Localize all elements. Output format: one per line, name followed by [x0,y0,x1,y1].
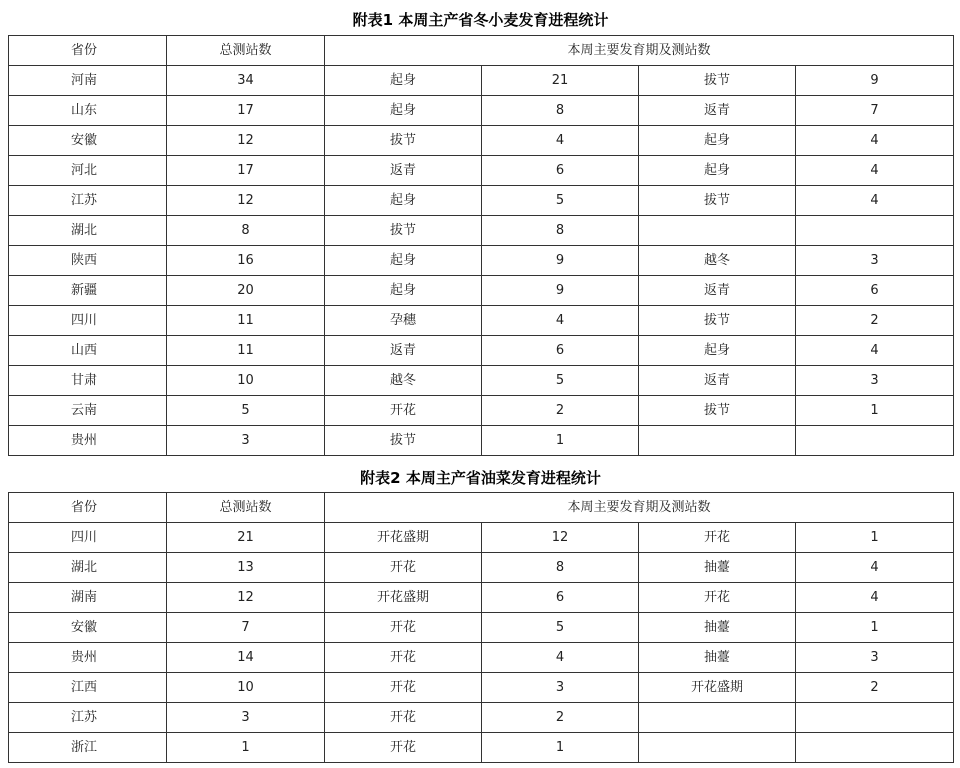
total-cell: 11 [167,306,325,336]
stage2-cell: 返青 [639,276,796,306]
province-cell: 安徽 [9,126,167,156]
count1-cell: 8 [482,96,639,126]
total-cell: 3 [167,703,325,733]
province-cell: 河南 [9,66,167,96]
stage1-cell: 起身 [325,66,482,96]
count2-cell [796,703,954,733]
count2-cell: 3 [796,366,954,396]
count1-cell: 2 [482,703,639,733]
total-cell: 12 [167,583,325,613]
province-cell: 江苏 [9,186,167,216]
province-cell: 湖南 [9,583,167,613]
count1-cell: 6 [482,583,639,613]
count1-cell: 8 [482,216,639,246]
count1-cell: 4 [482,126,639,156]
total-cell: 34 [167,66,325,96]
stage1-cell: 拔节 [325,126,482,156]
table-row [9,96,954,126]
table1-title: 附表1 本周主产省冬小麦发育进程统计 [352,11,609,29]
count2-cell: 1 [796,523,954,553]
count2-cell [796,216,954,246]
table-row [9,643,954,673]
count2-cell: 4 [796,156,954,186]
stage1-cell: 开花 [325,673,482,703]
total-cell: 10 [167,366,325,396]
province-cell: 河北 [9,156,167,186]
count2-cell: 4 [796,583,954,613]
count2-cell: 3 [796,246,954,276]
province-cell: 新疆 [9,276,167,306]
province-cell: 安徽 [9,613,167,643]
table2-title: 附表2 本周主产省油菜发育进程统计 [360,469,601,487]
table-row [9,216,954,246]
count1-cell: 3 [482,673,639,703]
count2-cell [796,733,954,763]
total-cell: 8 [167,216,325,246]
total-cell: 7 [167,613,325,643]
province-cell: 山东 [9,96,167,126]
table-row [9,276,954,306]
stage1-cell: 返青 [325,156,482,186]
count1-cell: 4 [482,643,639,673]
stage1-cell: 拔节 [325,216,482,246]
count1-cell: 6 [482,336,639,366]
stage2-cell: 越冬 [639,246,796,276]
stage1-cell: 开花 [325,733,482,763]
stage2-cell: 起身 [639,336,796,366]
province-cell: 云南 [9,396,167,426]
province-cell: 江西 [9,673,167,703]
count1-cell: 5 [482,186,639,216]
total-cell: 1 [167,733,325,763]
stage2-cell: 拔节 [639,396,796,426]
stage1-cell: 起身 [325,246,482,276]
stage1-cell: 返青 [325,336,482,366]
header-row [9,36,954,66]
count1-cell: 5 [482,613,639,643]
province-cell: 贵州 [9,643,167,673]
stage1-cell: 起身 [325,186,482,216]
count1-cell: 9 [482,276,639,306]
header-total: 总测站数 [167,36,325,66]
table-row [9,156,954,186]
count2-cell: 4 [796,126,954,156]
stage2-cell: 开花 [639,583,796,613]
stage2-cell [639,703,796,733]
stage1-cell: 开花盛期 [325,523,482,553]
table-row [9,336,954,366]
count1-cell: 21 [482,66,639,96]
total-cell: 14 [167,643,325,673]
total-cell: 16 [167,246,325,276]
stage1-cell: 越冬 [325,366,482,396]
total-cell: 20 [167,276,325,306]
header-total: 总测站数 [167,493,325,523]
province-cell: 山西 [9,336,167,366]
table-row [9,306,954,336]
stage1-cell: 开花盛期 [325,583,482,613]
total-cell: 5 [167,396,325,426]
table-row [9,396,954,426]
stage2-cell: 起身 [639,156,796,186]
table-row [9,613,954,643]
table-row [9,583,954,613]
stage2-cell [639,216,796,246]
table-row [9,186,954,216]
stage1-cell: 起身 [325,96,482,126]
count2-cell: 7 [796,96,954,126]
header-row [9,493,954,523]
total-cell: 11 [167,336,325,366]
count2-cell: 2 [796,306,954,336]
wheat-progress-table [8,35,954,456]
table-row [9,523,954,553]
table-row [9,733,954,763]
stage1-cell: 开花 [325,703,482,733]
total-cell: 12 [167,126,325,156]
count1-cell: 5 [482,366,639,396]
stage1-cell: 拔节 [325,426,482,456]
stage1-cell: 孕穗 [325,306,482,336]
total-cell: 3 [167,426,325,456]
stage2-cell: 返青 [639,96,796,126]
table-row [9,126,954,156]
total-cell: 13 [167,553,325,583]
stage2-cell: 开花盛期 [639,673,796,703]
count2-cell: 2 [796,673,954,703]
total-cell: 17 [167,156,325,186]
province-cell: 湖北 [9,216,167,246]
header-province: 省份 [9,36,167,66]
stage2-cell: 抽薹 [639,643,796,673]
count2-cell: 6 [796,276,954,306]
table-row [9,246,954,276]
table-row [9,703,954,733]
table-row [9,66,954,96]
rapeseed-progress-table [8,492,954,763]
table-row [9,426,954,456]
stage2-cell: 起身 [639,126,796,156]
header-province: 省份 [9,493,167,523]
total-cell: 10 [167,673,325,703]
province-cell: 甘肃 [9,366,167,396]
count2-cell: 1 [796,396,954,426]
stage2-cell: 抽薹 [639,613,796,643]
province-cell: 湖北 [9,553,167,583]
count2-cell: 3 [796,643,954,673]
stage2-cell [639,733,796,763]
stage1-cell: 开花 [325,396,482,426]
total-cell: 12 [167,186,325,216]
count2-cell: 9 [796,66,954,96]
table-row [9,553,954,583]
count1-cell: 12 [482,523,639,553]
count1-cell: 6 [482,156,639,186]
count1-cell: 1 [482,426,639,456]
province-cell: 陕西 [9,246,167,276]
count2-cell [796,426,954,456]
stage2-cell: 拔节 [639,66,796,96]
stage2-cell: 拔节 [639,306,796,336]
header-stages: 本周主要发育期及测站数 [325,36,954,66]
table-row [9,366,954,396]
stage1-cell: 起身 [325,276,482,306]
stage2-cell: 拔节 [639,186,796,216]
count1-cell: 8 [482,553,639,583]
province-cell: 四川 [9,523,167,553]
province-cell: 四川 [9,306,167,336]
stage1-cell: 开花 [325,553,482,583]
province-cell: 浙江 [9,733,167,763]
stage2-cell [639,426,796,456]
stage1-cell: 开花 [325,613,482,643]
count1-cell: 4 [482,306,639,336]
stage1-cell: 开花 [325,643,482,673]
stage2-cell: 抽薹 [639,553,796,583]
stage2-cell: 开花 [639,523,796,553]
province-cell: 贵州 [9,426,167,456]
count1-cell: 2 [482,396,639,426]
count2-cell: 4 [796,553,954,583]
table-row [9,673,954,703]
header-stages: 本周主要发育期及测站数 [325,493,954,523]
count2-cell: 4 [796,186,954,216]
total-cell: 17 [167,96,325,126]
province-cell: 江苏 [9,703,167,733]
stage2-cell: 返青 [639,366,796,396]
total-cell: 21 [167,523,325,553]
count1-cell: 9 [482,246,639,276]
count1-cell: 1 [482,733,639,763]
count2-cell: 1 [796,613,954,643]
count2-cell: 4 [796,336,954,366]
